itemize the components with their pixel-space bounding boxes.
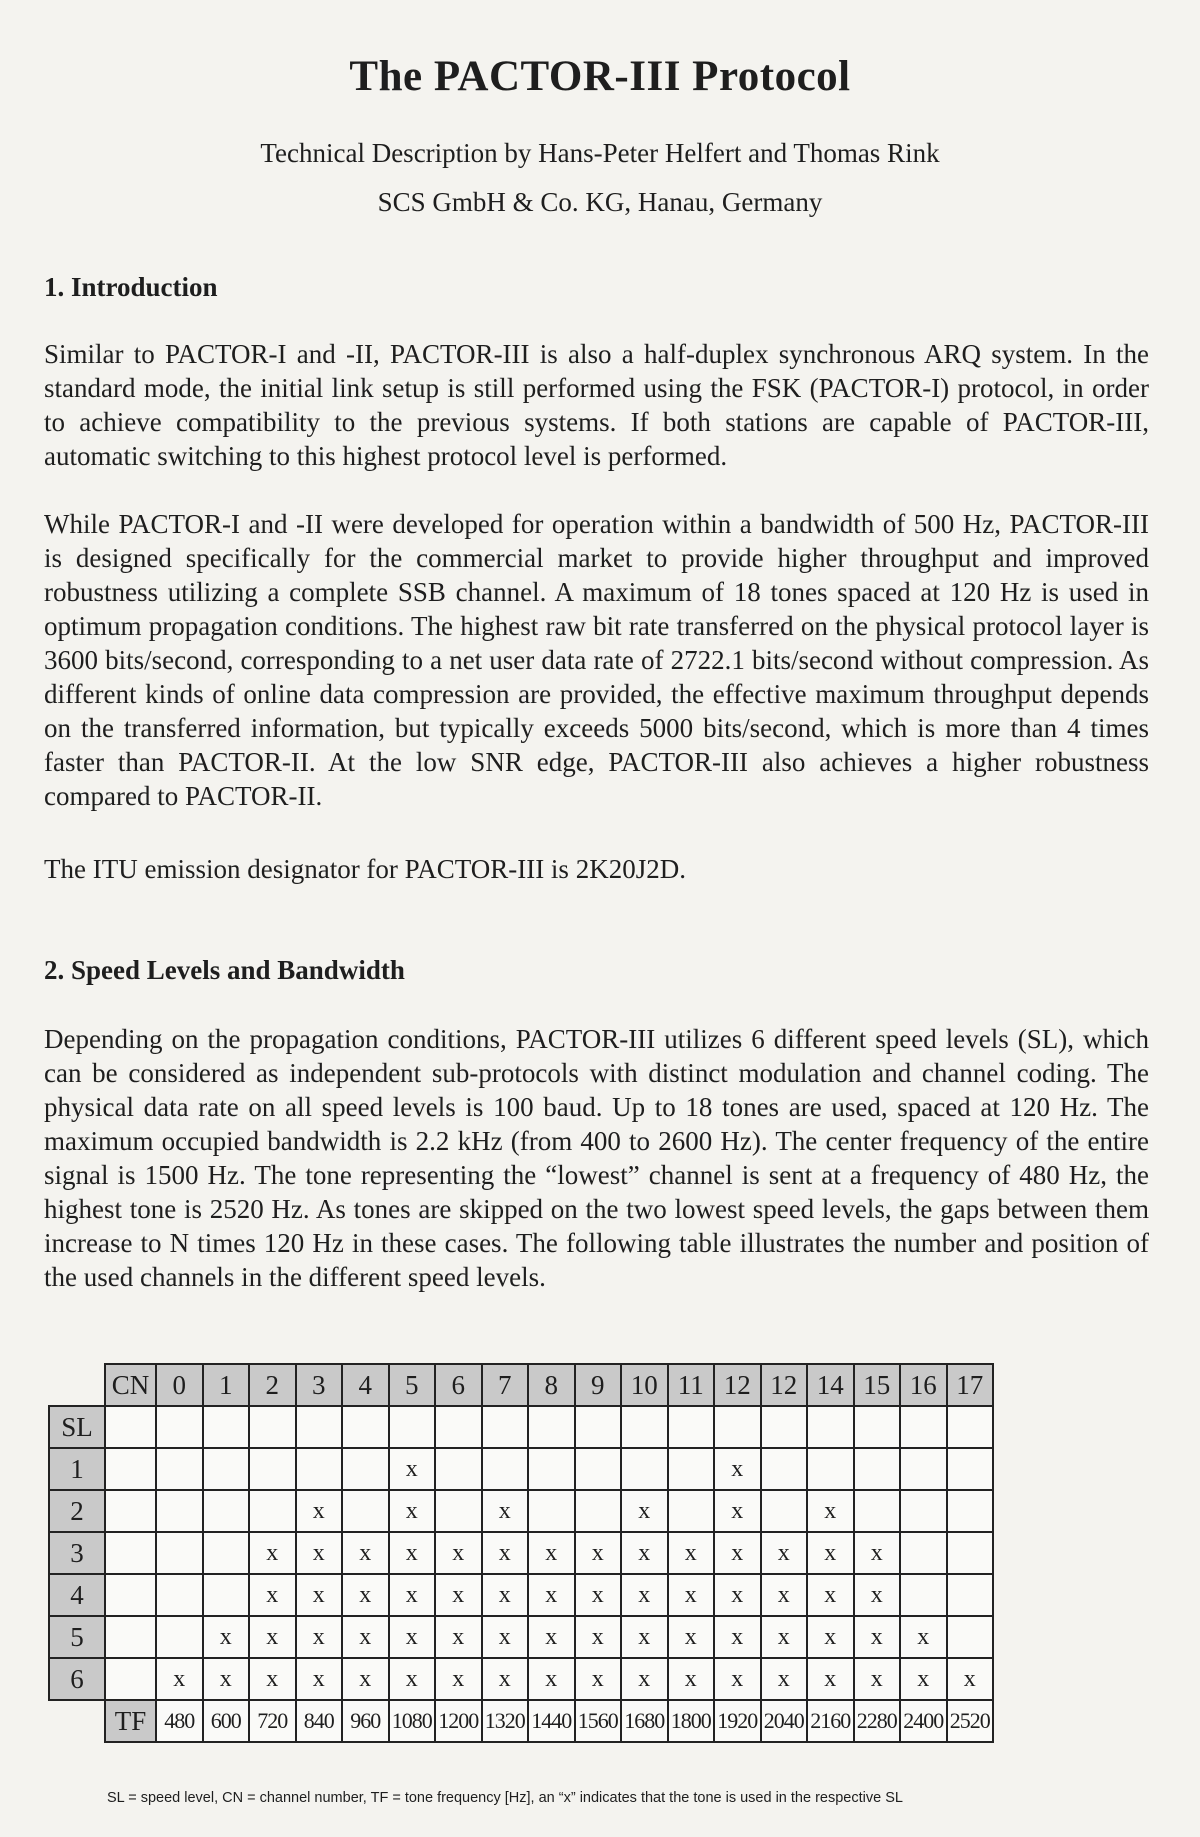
tone-frequency-cell: 1320 — [482, 1700, 529, 1742]
channel-number-cell: 7 — [482, 1364, 529, 1406]
tone-frequency-cell: 1080 — [389, 1700, 436, 1742]
empty-cell — [528, 1448, 575, 1490]
empty-cell — [435, 1490, 482, 1532]
channel-table-wrapper — [48, 1363, 994, 1743]
empty-cell — [203, 1448, 250, 1490]
tone-used-mark: x — [807, 1574, 854, 1616]
tone-used-mark: x — [621, 1532, 668, 1574]
tone-used-mark: x — [668, 1658, 715, 1700]
empty-cell — [947, 1532, 994, 1574]
empty-cell — [249, 1490, 296, 1532]
empty-cell — [621, 1448, 668, 1490]
empty-cell — [249, 1448, 296, 1490]
channel-number-cell: 3 — [296, 1364, 343, 1406]
tone-used-mark: x — [482, 1490, 529, 1532]
tone-used-mark: x — [389, 1616, 436, 1658]
empty-cell — [528, 1406, 575, 1448]
empty-cell — [575, 1448, 622, 1490]
section-1-heading: 1. Introduction — [44, 272, 218, 302]
tone-used-mark: x — [342, 1574, 389, 1616]
tone-frequency-cell: 480 — [156, 1700, 203, 1742]
tone-used-mark: x — [435, 1616, 482, 1658]
channel-number-cell: 2 — [249, 1364, 296, 1406]
empty-cell — [342, 1406, 389, 1448]
empty-cell — [854, 1490, 901, 1532]
empty-cell — [105, 1406, 156, 1448]
tone-used-mark: x — [575, 1574, 622, 1616]
tone-used-mark: x — [854, 1658, 901, 1700]
tone-frequency-cell: 2520 — [947, 1700, 994, 1742]
speed-level-cell: 5 — [49, 1616, 105, 1658]
empty-cell — [575, 1490, 622, 1532]
tone-used-mark: x — [203, 1616, 250, 1658]
tone-used-mark: x — [807, 1658, 854, 1700]
channel-number-cell: 11 — [668, 1364, 715, 1406]
tone-frequency-cell: 600 — [203, 1700, 250, 1742]
tone-used-mark: x — [575, 1658, 622, 1700]
channel-number-cell: 9 — [575, 1364, 622, 1406]
tone-used-mark: x — [807, 1616, 854, 1658]
empty-cell — [342, 1448, 389, 1490]
channel-number-cell: 6 — [435, 1364, 482, 1406]
tone-used-mark: x — [854, 1532, 901, 1574]
tone-used-mark: x — [761, 1658, 808, 1700]
speed-level-cell: 4 — [49, 1574, 105, 1616]
tone-frequency-cell: 960 — [342, 1700, 389, 1742]
speed-level-row — [49, 1532, 993, 1574]
speed-level-cell: 1 — [49, 1448, 105, 1490]
tone-used-mark: x — [482, 1574, 529, 1616]
tone-used-mark: x — [714, 1616, 761, 1658]
tone-used-mark: x — [342, 1532, 389, 1574]
empty-cell — [389, 1406, 436, 1448]
tone-used-mark: x — [714, 1532, 761, 1574]
tone-used-mark: x — [296, 1490, 343, 1532]
empty-cell — [668, 1448, 715, 1490]
empty-cell — [203, 1406, 250, 1448]
empty-cell — [342, 1490, 389, 1532]
empty-cell — [807, 1448, 854, 1490]
tone-used-mark: x — [900, 1616, 947, 1658]
tone-frequency-cell: 1200 — [435, 1700, 482, 1742]
sl-label-row — [49, 1406, 993, 1448]
tone-frequency-cell: 1560 — [575, 1700, 622, 1742]
channel-number-cell: 12 — [714, 1364, 761, 1406]
tone-used-mark: x — [668, 1574, 715, 1616]
table-header-row — [49, 1364, 993, 1406]
tone-used-mark: x — [761, 1532, 808, 1574]
tone-used-mark: x — [435, 1574, 482, 1616]
empty-cell — [900, 1574, 947, 1616]
tone-used-mark: x — [761, 1574, 808, 1616]
tone-used-mark: x — [528, 1574, 575, 1616]
tone-used-mark: x — [156, 1658, 203, 1700]
document-title: The PACTOR-III Protocol — [349, 53, 851, 100]
tone-used-mark: x — [389, 1574, 436, 1616]
tone-used-mark: x — [389, 1532, 436, 1574]
empty-cell — [528, 1490, 575, 1532]
tone-frequency-cell: 2040 — [761, 1700, 808, 1742]
empty-cell — [156, 1532, 203, 1574]
speed-levels-paragraph: Depending on the propagation conditions, PACTOR-III utilizes 6 different speed levels (SL), which can be considered as independent sub-protocols with distinct modulation and channel coding. The physical data rate on all speed levels is 100 baud. Up to 18 tones are used, spaced at 120 Hz. The maximum occupied bandwidth is 2.2 kHz (from 400 to 2600 Hz). The center frequency of the entire signal is 1500 Hz. The tone representing the “lowest” channel is sent at a frequency of 480 Hz, the highest tone is 2520 Hz. As tones are skipped on the two lowest speed levels, the gaps between them increase to N times 120 Hz in these cases. The following table illustrates the number and position of the used channels in the different speed levels. — [44, 1024, 1149, 1292]
tone-frequency-cell: 2280 — [854, 1700, 901, 1742]
channel-number-cell: 12 — [761, 1364, 808, 1406]
tone-used-mark: x — [528, 1658, 575, 1700]
tone-frequency-cell: 1440 — [528, 1700, 575, 1742]
empty-cell — [947, 1490, 994, 1532]
speed-level-cell: 6 — [49, 1658, 105, 1700]
tone-used-mark: x — [482, 1616, 529, 1658]
empty-cell — [621, 1406, 668, 1448]
empty-cell — [203, 1532, 250, 1574]
empty-cell — [105, 1574, 156, 1616]
channel-number-cell: 17 — [947, 1364, 994, 1406]
empty-cell — [156, 1406, 203, 1448]
tone-used-mark: x — [807, 1532, 854, 1574]
empty-cell — [947, 1406, 994, 1448]
tone-frequency-cell: 840 — [296, 1700, 343, 1742]
tone-used-mark: x — [296, 1574, 343, 1616]
empty-cell — [668, 1406, 715, 1448]
speed-level-cell: 2 — [49, 1490, 105, 1532]
tone-used-mark: x — [389, 1448, 436, 1490]
tone-used-mark: x — [296, 1658, 343, 1700]
empty-cell — [482, 1448, 529, 1490]
tone-frequency-cell: 2400 — [900, 1700, 947, 1742]
company-line: SCS GmbH & Co. KG, Hanau, Germany — [377, 187, 823, 217]
empty-cell — [156, 1448, 203, 1490]
tone-used-mark: x — [435, 1658, 482, 1700]
tone-used-mark: x — [296, 1532, 343, 1574]
tone-used-mark: x — [482, 1658, 529, 1700]
empty-cell — [203, 1574, 250, 1616]
intro-paragraph-1: Similar to PACTOR-I and -II, PACTOR-III is also a half-duplex synchronous ARQ system. In the standard mode, the initial link setup is still performed using the FSK (PACTOR-I) protocol, in order to achieve compatibility to the previous systems. If both stations are capable of PACTOR-III, automatic switching to this highest protocol level is performed. — [44, 339, 1149, 471]
empty-cell — [575, 1406, 622, 1448]
channel-number-cell: 0 — [156, 1364, 203, 1406]
tone-frequency-cell: 1920 — [714, 1700, 761, 1742]
tone-used-mark: x — [482, 1532, 529, 1574]
channel-number-cell: 14 — [807, 1364, 854, 1406]
tone-frequency-cell: 1680 — [621, 1700, 668, 1742]
empty-cell — [900, 1448, 947, 1490]
empty-cell — [156, 1574, 203, 1616]
empty-cell — [105, 1490, 156, 1532]
speed-level-row — [49, 1574, 993, 1616]
tone-used-mark: x — [807, 1490, 854, 1532]
channel-number-cell: 5 — [389, 1364, 436, 1406]
empty-cell — [105, 1532, 156, 1574]
channel-number-cell: 10 — [621, 1364, 668, 1406]
empty-cell — [105, 1616, 156, 1658]
empty-cell — [435, 1448, 482, 1490]
speed-level-row — [49, 1616, 993, 1658]
tone-used-mark: x — [854, 1574, 901, 1616]
empty-cell — [900, 1532, 947, 1574]
cn-label-cell: CN — [105, 1364, 156, 1406]
tone-used-mark: x — [528, 1532, 575, 1574]
intro-paragraph-3: The ITU emission designator for PACTOR-III is 2K20J2D. — [44, 854, 686, 884]
tone-used-mark: x — [714, 1490, 761, 1532]
tone-used-mark: x — [621, 1574, 668, 1616]
tone-used-mark: x — [575, 1616, 622, 1658]
tone-used-mark: x — [249, 1616, 296, 1658]
empty-cell — [105, 1448, 156, 1490]
empty-cell — [761, 1406, 808, 1448]
channel-number-cell: 15 — [854, 1364, 901, 1406]
tone-used-mark: x — [435, 1532, 482, 1574]
tone-frequency-cell: 1800 — [668, 1700, 715, 1742]
table-caption: SL = speed level, CN = channel number, TF = tone frequency [Hz], an “x” indicates that the tone is used in the respective SL — [107, 1790, 903, 1806]
tone-used-mark: x — [342, 1616, 389, 1658]
empty-cell — [854, 1406, 901, 1448]
speed-level-channel-table — [48, 1363, 994, 1743]
empty-cell — [761, 1448, 808, 1490]
empty-cell — [156, 1490, 203, 1532]
tone-used-mark: x — [854, 1616, 901, 1658]
tone-used-mark: x — [714, 1574, 761, 1616]
tone-used-mark: x — [714, 1448, 761, 1490]
tone-used-mark: x — [575, 1532, 622, 1574]
tone-used-mark: x — [342, 1658, 389, 1700]
tone-used-mark: x — [714, 1658, 761, 1700]
table-corner-cell — [49, 1700, 105, 1742]
empty-cell — [296, 1406, 343, 1448]
speed-level-row — [49, 1658, 993, 1700]
empty-cell — [435, 1406, 482, 1448]
empty-cell — [482, 1406, 529, 1448]
tone-used-mark: x — [249, 1574, 296, 1616]
empty-cell — [296, 1448, 343, 1490]
channel-number-cell: 1 — [203, 1364, 250, 1406]
tone-used-mark: x — [900, 1658, 947, 1700]
channel-number-cell: 4 — [342, 1364, 389, 1406]
speed-level-cell: 3 — [49, 1532, 105, 1574]
empty-cell — [668, 1490, 715, 1532]
channel-number-cell: 8 — [528, 1364, 575, 1406]
sl-label-cell: SL — [49, 1406, 105, 1448]
tone-frequency-row — [49, 1700, 993, 1742]
tone-used-mark: x — [249, 1532, 296, 1574]
tone-used-mark: x — [621, 1490, 668, 1532]
tone-used-mark: x — [761, 1616, 808, 1658]
empty-cell — [947, 1574, 994, 1616]
speed-level-row — [49, 1448, 993, 1490]
empty-cell — [947, 1616, 994, 1658]
intro-paragraph-2: While PACTOR-I and -II were developed for operation within a bandwidth of 500 Hz, PACTOR-III is designed specifically for the commercial market to provide higher throughput and improved robustness utilizing a complete SSB channel. A maximum of 18 tones spaced at 120 Hz is used in optimum propagation conditions. The highest raw bit rate transferred on the physical protocol layer is 3600 bits/second, corresponding to a net user data rate of 2722.1 bits/second without compression. As different kinds of online data compression are provided, the effective maximum throughput depends on the transferred information, but typically exceeds 5000 bits/second, which is more than 4 times faster than PACTOR-II. At the low SNR edge, PACTOR-III also achieves a higher robustness compared to PACTOR-II. — [44, 509, 1149, 811]
tone-used-mark: x — [528, 1616, 575, 1658]
empty-cell — [807, 1406, 854, 1448]
section-2-heading: 2. Speed Levels and Bandwidth — [44, 955, 405, 985]
empty-cell — [900, 1490, 947, 1532]
speed-level-row — [49, 1490, 993, 1532]
empty-cell — [249, 1406, 296, 1448]
tone-used-mark: x — [621, 1658, 668, 1700]
tone-used-mark: x — [621, 1616, 668, 1658]
empty-cell — [203, 1490, 250, 1532]
authors-line: Technical Description by Hans-Peter Helfert and Thomas Rink — [260, 138, 940, 168]
empty-cell — [900, 1406, 947, 1448]
empty-cell — [714, 1406, 761, 1448]
tone-used-mark: x — [249, 1658, 296, 1700]
tone-used-mark: x — [296, 1616, 343, 1658]
empty-cell — [947, 1448, 994, 1490]
empty-cell — [761, 1490, 808, 1532]
table-corner-cell — [49, 1364, 105, 1406]
tf-label-cell: TF — [105, 1700, 156, 1742]
tone-frequency-cell: 720 — [249, 1700, 296, 1742]
empty-cell — [854, 1448, 901, 1490]
tone-used-mark: x — [947, 1658, 994, 1700]
tone-used-mark: x — [203, 1658, 250, 1700]
channel-number-cell: 16 — [900, 1364, 947, 1406]
tone-used-mark: x — [389, 1490, 436, 1532]
tone-used-mark: x — [389, 1658, 436, 1700]
tone-frequency-cell: 2160 — [807, 1700, 854, 1742]
empty-cell — [156, 1616, 203, 1658]
tone-used-mark: x — [668, 1616, 715, 1658]
tone-used-mark: x — [668, 1532, 715, 1574]
empty-cell — [105, 1658, 156, 1700]
